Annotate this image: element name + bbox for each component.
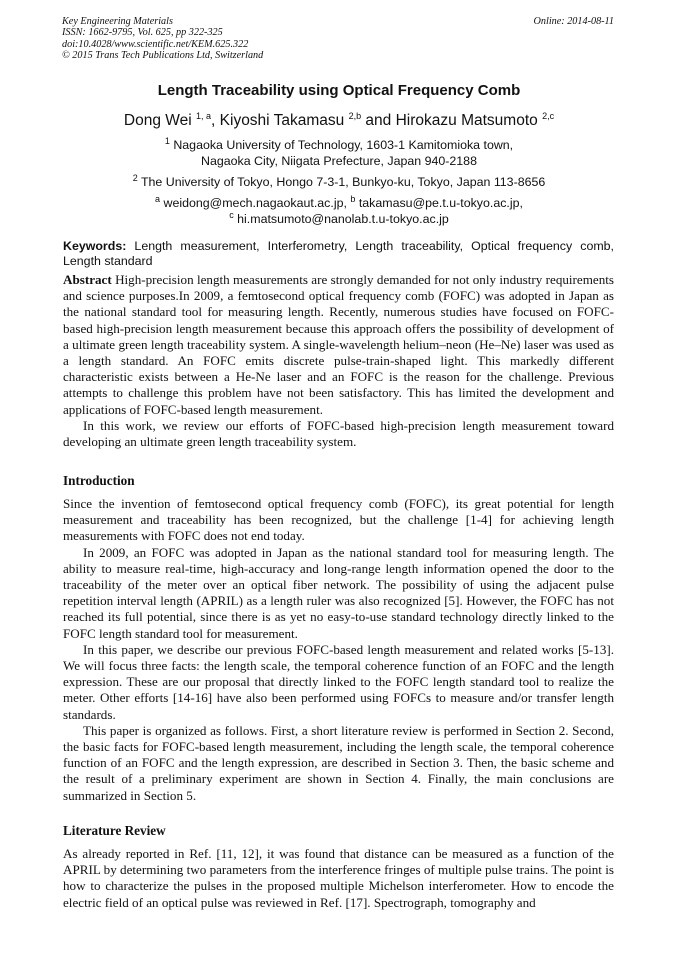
keywords-text: Length measurement, Interferometry, Length traceability, Optical frequency comb, Length standard — [63, 239, 614, 268]
body-paragraph: Since the invention of femtosecond optical frequency comb (FOFC), its great potential for length measurement and traceability has been recognized, but the challenge [1-4] for achieving length measurements with FOFC does not end today. — [63, 496, 614, 544]
affiliation-superscript: 1 — [164, 135, 170, 146]
affiliation-text: Nagaoka University of Technology, 1603-1 Kamitomioka town, — [173, 138, 514, 152]
author-name: Dong Wei — [123, 112, 192, 129]
author-separator: , — [211, 112, 220, 129]
affiliation-text: The University of Tokyo, Hongo 7-3-1, Bunkyo-ku, Tokyo, Japan 113-8656 — [140, 175, 546, 189]
author-separator: and — [361, 112, 396, 129]
body-paragraph: As already reported in Ref. [11, 12], it was found that distance can be measured as a function of the APRIL by determining two parameters from the interference fringes of multiple pulse trains. The point is how to characterize the pulses in the proposed multiple Michelson interferometer. How to encode the electric field of an optical pulse was reviewed in Ref. [17]. Spectrograph, tomography and — [63, 846, 614, 910]
journal-metadata — [62, 16, 263, 62]
journal-name: Key Engineering Materials — [62, 16, 173, 27]
paper-title: Length Traceability using Optical Frequency Comb — [157, 82, 521, 99]
literature-review-heading: Literature Review — [63, 823, 166, 838]
email-superscript: b — [350, 193, 356, 204]
email-address: hi.matsumoto@nanolab.t.u-tokyo.ac.jp — [237, 212, 449, 226]
author-emails — [0, 195, 678, 227]
email-address: takamasu@pe.t.u-tokyo.ac.jp, — [358, 196, 523, 210]
online-date: Online: 2014-08-11 — [533, 16, 614, 27]
copyright-line: © 2015 Trans Tech Publications Ltd, Switzerland — [62, 50, 264, 62]
abstract — [63, 272, 614, 450]
author-name: Hirokazu Matsumoto — [395, 112, 538, 129]
author-list — [0, 112, 678, 130]
author-superscript: 2,b — [348, 110, 362, 121]
introduction-body — [63, 496, 614, 804]
issn-line: ISSN: 1662-9795, Vol. 625, pp 322-325 — [62, 27, 223, 39]
author-name: Kiyoshi Takamasu — [219, 112, 345, 129]
author-superscript: 1, a — [196, 110, 212, 121]
doi-line: doi:10.4028/www.scientific.net/KEM.625.322 — [62, 38, 249, 50]
body-paragraph: This paper is organized as follows. First, a short literature review is performed in Section 2. Second, the basic facts for FOFC-based length measurement, including the length scale, the temporal coherence function of an FOFC and the length expression, are described in Section 3. Then, the basic scheme and the result of a preliminary experiment are shown in Section 4. Finally, the main conclusions are summarized in Section 5. — [63, 722, 614, 803]
body-paragraph: In this paper, we describe our previous FOFC-based length measurement and related works [5-13]. We will focus three facts: the length scale, the temporal coherence function of an FOFC and the length expression. These are our proposal that directly linked to the FOFC length standard tool to realize the meter. Other efforts [14-16] have also been performed using FOFCs to measure and/or transfer length standards. — [63, 641, 614, 722]
introduction-heading: Introduction — [63, 473, 135, 488]
affiliation-1 — [0, 137, 678, 169]
abstract-paragraph: In this work, we review our efforts of FOFC-based high-precision length measurement toward developing an ultimate green length traceability system. — [63, 417, 614, 450]
email-superscript: c — [229, 209, 234, 220]
affiliation-2 — [0, 174, 678, 190]
literature-review-body — [63, 846, 614, 911]
keywords — [63, 239, 614, 269]
email-address: weidong@mech.nagaokaut.ac.jp, — [163, 196, 347, 210]
abstract-label: Abstract — [63, 272, 112, 287]
abstract-text: High-precision length measurements are strongly demanded for not only industry requirements and science purposes.In 2009, a femtosecond optical frequency comb (FOFC) was adopted in Japan as the national standard tool for measuring length. Recently, numerous studies have focused on FOFC-based high-precision length measurement because this approach offers the possibility of development of a ultimate green length traceability system. A single-wavelength helium–neon (He–Ne) laser was used as a length standard. An FOFC emits discrete pulse-train-shaped light. This markedly different characteristic exists between a He-Ne laser and an FOFC is the reason for the challenge. Previous attempts to challenge this problem have not been satisfactory. This has limited the development and applications of FOFC-based length measurement. — [63, 272, 614, 417]
affiliation-superscript: 2 — [132, 172, 138, 183]
keywords-label: Keywords: — [63, 239, 127, 253]
body-paragraph: In 2009, an FOFC was adopted in Japan as the national standard tool for measuring length. The ability to measure real-time, high-accuracy and long-range length information opened the door to the traceability of the meter over an optical fiber network. The possibility of using the adjacent pulse repetition interval length (APRIL) as a length ruler was also recognized [5]. However, the FOFC has not reached its full potential, since there is as yet no easy-to-use standard technology directly linked to the FOFC length standard tool for measurement. — [63, 544, 614, 641]
affiliation-text: Nagaoka City, Niigata Prefecture, Japan 940-2188 — [201, 154, 477, 168]
email-superscript: a — [155, 193, 161, 204]
author-superscript: 2,c — [542, 110, 555, 121]
abstract-paragraph — [63, 272, 614, 418]
